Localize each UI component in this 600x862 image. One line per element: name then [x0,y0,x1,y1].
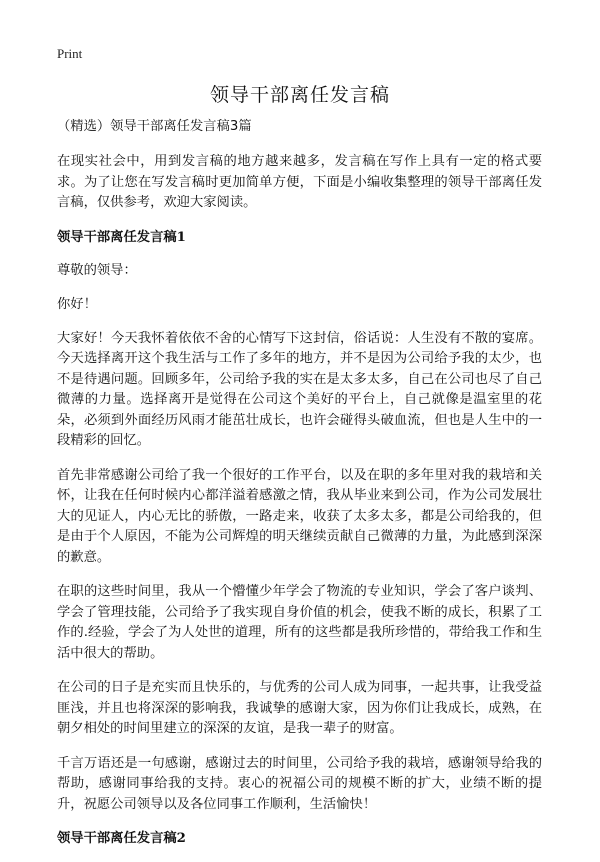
section-heading-1: 领导干部离任发言稿1 [57,229,186,245]
print-link[interactable]: Print [57,46,83,61]
body-paragraph: 首先非常感谢公司给了我一个很好的工作平台，以及在职的多年里对我的栽培和关怀，让我在任何时候内心都洋溢着感激之情，我从毕业来到公司，作为公司发展壮大的见证人，内心无比的骄傲，一路走来，收获了太多太多，都是公司给我的，但是由于个人原因，不能为公司辉煌的明天继续贡献自己微薄的力量，为此感到深深的歉意。 [57,467,542,565]
document-subtitle: （精选）领导干部离任发言稿3篇 [57,119,252,134]
body-paragraph: 千言万语还是一句感谢，感谢过去的时间里，公司给予我的栽培，感谢领导给我的帮助，感谢同事给我的支持。衷心的祝福公司的规模不断的扩大，业绩不断的提升，祝愿公司领导以及各位同事工作顺利，生活愉快！ [57,755,542,812]
body-paragraph: 大家好！今天我怀着依依不舍的心情写下这封信，俗话说：人生没有不散的宴席。今天选择离开这个我生活与工作了多年的地方，并不是因为公司给予我的太少，也不是待遇问题。回顾多年，公司给予我的实在是太多太多，自己在公司也尽了自己微薄的力量。选择离开是觉得在公司这个美好的平台上，自己就像是温室里的花朵，必须到外面经历风雨才能茁壮成长，也许会碰得头破血流，但也是人生中的一段精彩的回忆。 [57,330,542,448]
greeting: 你好！ [57,296,97,312]
salutation: 尊敬的领导： [57,262,137,278]
document-body [57,118,542,862]
section-heading-2: 领导干部离任发言稿2 [57,831,186,846]
intro-paragraph: 在现实社会中，用到发言稿的地方越来越多，发言稿在写作上具有一定的格式要求。为了让您在写发言稿时更加简单方便，下面是小编收集整理的领导干部离任发言稿，仅供参考，欢迎大家阅读。 [57,154,542,210]
page-title: 领导干部离任发言稿 [209,84,390,106]
body-paragraph: 在职的这些时间里，我从一个懵懂少年学会了物流的专业知识，学会了客户谈判、学会了管理技能，公司给予了我实现自身价值的机会，使我不断的成长，积累了工作的.经验，学会了为人处世的道理，所有的这些都是我所珍惜的，带给我工作和生活中很大的帮助。 [57,584,542,661]
body-paragraph: 在公司的日子是充实而且快乐的，与优秀的公司人成为同事，一起共事，让我受益匪浅，并且也将深深的影响我，我诚挚的感谢大家，因为你们让我成长，成熟，在朝夕相处的时间里建立的深深的友谊，是我一辈子的财富。 [57,680,542,736]
